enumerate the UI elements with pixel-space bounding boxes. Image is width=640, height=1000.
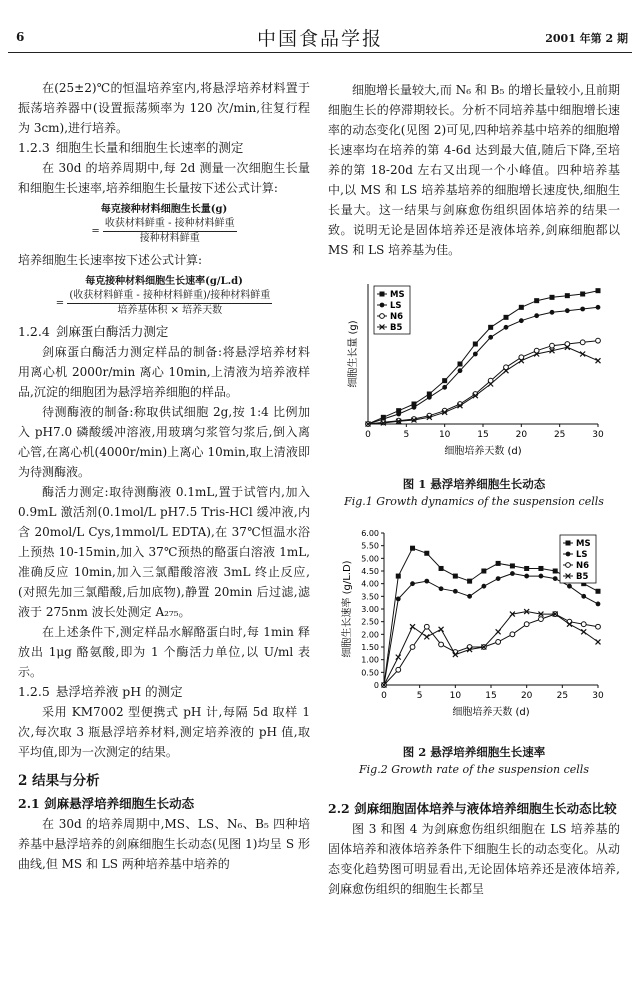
y-tick-label: 2.00 xyxy=(361,630,379,640)
figure-1-caption: 图 1 悬浮培养细胞生长动态 xyxy=(402,477,546,491)
data-point xyxy=(550,343,555,348)
data-point xyxy=(504,325,509,330)
x-tick-label: 5 xyxy=(403,430,410,440)
data-point xyxy=(565,308,570,313)
legend-label: B5 xyxy=(390,323,403,333)
data-point xyxy=(481,569,486,574)
formula-1-term: 每克接种材料细胞生长量(g) xyxy=(100,204,228,215)
paragraph: 图 3 和图 4 为剑麻愈伤组织细胞在 LS 培养基的固体培养和液体培养条件下细胞生长的动态变化。从动态变化趋势图可明显看出,无论固体培养还是液体培养,剑麻愈伤组织的细胞生长都呈 xyxy=(328,822,620,896)
data-point xyxy=(488,325,493,330)
section-2-2-heading: 2.2 剑麻细胞固体培养与液体培养细胞生长动态比较 xyxy=(328,801,617,816)
data-point xyxy=(596,602,601,607)
data-point xyxy=(412,405,417,410)
data-point xyxy=(524,574,529,579)
section-title: 细胞生长量和细胞生长速率的测定 xyxy=(55,140,244,155)
issue-label: 2001 年第 2 期 xyxy=(545,32,628,45)
data-point xyxy=(567,584,572,589)
x-tick-label: 20 xyxy=(520,691,533,701)
x-tick-label: 15 xyxy=(477,430,489,440)
data-point xyxy=(473,352,478,357)
figure-1-caption-en: Fig.1 Growth dynamics of the suspension cells xyxy=(344,495,604,508)
figure-1-chart xyxy=(328,276,620,461)
y-tick-label: 4.00 xyxy=(361,579,379,589)
data-point xyxy=(424,634,429,639)
data-point xyxy=(539,574,544,579)
data-point xyxy=(467,594,472,599)
legend-label: N6 xyxy=(390,312,404,322)
x-tick-label: 30 xyxy=(592,430,604,440)
y-tick-label: 1.00 xyxy=(361,655,379,665)
x-tick-label: 10 xyxy=(449,691,462,701)
figure-2-caption: 图 2 悬浮培养细胞生长速率 xyxy=(402,745,546,759)
paragraph: 在 30d 的培养周期中,每 2d 测量一次细胞生长量和细胞生长速率,培养细胞生长量按下述公式计算: xyxy=(18,161,310,195)
formula-2-denominator: 培养基体积 × 培养天数 xyxy=(67,303,272,318)
section-2-heading: 2 结果与分析 xyxy=(18,773,100,789)
x-tick-label: 0 xyxy=(381,691,387,701)
figure-2 xyxy=(328,525,620,779)
section-title: 剑麻蛋白酶活力测定 xyxy=(55,324,169,339)
paragraph: 在上述条件下,测定样品水解酪蛋白时,每 1min 释放出 1μg 酪氨酸,即为 1 个酶活力单位,以 U/ml 表示。 xyxy=(18,625,310,679)
data-point xyxy=(596,589,601,594)
data-point xyxy=(481,584,486,589)
data-point xyxy=(439,566,444,571)
legend-marker xyxy=(380,303,385,308)
header-rule xyxy=(8,52,632,53)
legend xyxy=(374,286,410,334)
x-axis-label: 细胞培养天数 (d) xyxy=(444,446,522,457)
data-point xyxy=(580,292,585,297)
y-tick-label: 1.50 xyxy=(361,643,379,652)
data-point xyxy=(581,622,586,627)
data-point xyxy=(442,378,447,383)
data-point xyxy=(410,546,415,551)
x-axis-label: 细胞培养天数 (d) xyxy=(452,707,530,718)
y-tick-label: 5.50 xyxy=(361,541,379,551)
data-point xyxy=(396,655,401,660)
section-title: 悬浮培养液 pH 的测定 xyxy=(55,684,183,699)
data-point xyxy=(550,310,555,315)
data-point xyxy=(496,629,501,634)
data-point xyxy=(519,318,524,323)
x-tick-label: 10 xyxy=(438,430,451,440)
series-line-b5 xyxy=(384,612,598,686)
journal-title: 中国食品学报 xyxy=(256,28,383,50)
data-point xyxy=(534,298,539,303)
data-point xyxy=(496,640,501,645)
y-tick-label: 2.50 xyxy=(361,617,379,627)
data-point xyxy=(410,624,415,629)
section-2-1-heading: 2.1 剑麻悬浮培养细胞生长动态 xyxy=(18,796,195,811)
page-number: 6 xyxy=(16,30,25,44)
section-1-2-3-heading xyxy=(18,138,310,158)
y-tick-label: 3.00 xyxy=(361,605,379,614)
data-point xyxy=(424,551,429,556)
y-tick-label: 3.50 xyxy=(361,592,379,602)
data-point xyxy=(580,340,585,345)
x-tick-label: 25 xyxy=(556,691,569,701)
x-tick-label: 30 xyxy=(592,691,604,701)
data-point xyxy=(424,579,429,584)
formula-1: = $\frac{\text{收获材料鲜重 - 接种材料鲜重}}{\text{接种材料鲜重}}$ xyxy=(91,218,235,244)
x-tick-label: 25 xyxy=(553,430,566,440)
x-tick-label: 0 xyxy=(365,430,371,440)
data-point xyxy=(467,579,472,584)
data-point xyxy=(439,586,444,591)
y-tick-label: 6.00 xyxy=(361,529,379,538)
data-point xyxy=(596,288,601,293)
data-point xyxy=(580,307,585,312)
data-point xyxy=(596,338,601,343)
data-point xyxy=(424,624,429,629)
section-1-2-4-heading xyxy=(18,322,310,342)
y-tick-label: 4.50 xyxy=(361,567,379,576)
paragraph: 待测酶液的制备:称取供试细胞 2g,按 1:4 比例加入 pH7.0 磷酸缓冲溶液,用玻璃匀浆管匀浆后,倒入离心管,在离心机(4000r/min)上离心 10min,取上清液即为待测酶液。 xyxy=(18,405,310,479)
data-point xyxy=(504,315,509,320)
figure-2-chart xyxy=(328,525,620,725)
legend-label: MS xyxy=(390,290,405,300)
data-point xyxy=(581,629,586,634)
paragraph: 在(25±2)℃的恒温培养室内,将悬浮培养材料置于振荡培养器中(设置振荡频率为 120 次/min,往复行程为 3cm),进行培养。 xyxy=(18,81,310,135)
data-point xyxy=(524,566,529,571)
data-point xyxy=(539,617,544,622)
data-point xyxy=(439,627,444,632)
y-tick-label: 0.50 xyxy=(361,668,379,678)
legend-marker xyxy=(380,314,385,319)
formula-2-numerator: (收获材料鲜重 - 接种材料鲜重)/接种材料鲜重 xyxy=(69,290,271,301)
paragraph: 培养细胞生长速率按下述公式计算: xyxy=(18,253,203,267)
data-point xyxy=(550,295,555,300)
x-tick-label: 5 xyxy=(416,691,423,701)
right-column xyxy=(328,80,620,899)
y-tick-label: 5.00 xyxy=(361,554,379,564)
data-point xyxy=(396,574,401,579)
data-point xyxy=(442,385,447,390)
legend-label: B5 xyxy=(576,572,589,582)
data-point xyxy=(510,571,515,576)
data-point xyxy=(427,395,432,400)
data-point xyxy=(596,624,601,629)
paragraph: 剑麻蛋白酶活力测定样品的制备:将悬浮培养材料用离心机 2000r/min 离心 10min,上清液为培养液样品,沉淀的细胞团为悬浮培养细胞的样品。 xyxy=(18,345,310,399)
section-1-2-5-heading xyxy=(18,682,310,702)
y-axis-label: 细胞生长量 (g) xyxy=(348,320,359,388)
data-point xyxy=(453,574,458,579)
left-column xyxy=(18,78,310,874)
data-point xyxy=(410,581,415,586)
running-header xyxy=(8,10,632,50)
data-point xyxy=(553,569,558,574)
legend-marker xyxy=(566,552,571,557)
data-point xyxy=(458,368,463,373)
legend-label: LS xyxy=(390,301,402,311)
data-point xyxy=(439,642,444,647)
data-point xyxy=(596,358,601,363)
section-number: 1.2.5 xyxy=(18,684,50,699)
formula-1-numerator: 收获材料鲜重 - 接种材料鲜重 xyxy=(104,218,235,229)
legend-marker xyxy=(566,541,571,546)
x-tick-label: 15 xyxy=(485,691,497,701)
section-number: 1.2.4 xyxy=(18,324,50,339)
data-point xyxy=(596,639,601,644)
data-point xyxy=(396,667,401,672)
legend-marker xyxy=(380,292,385,297)
data-point xyxy=(538,566,543,571)
y-tick-label: 0 xyxy=(373,681,379,690)
data-point xyxy=(453,589,458,594)
data-point xyxy=(473,342,478,347)
legend-label: N6 xyxy=(576,561,590,571)
data-point xyxy=(519,305,524,310)
data-point xyxy=(510,632,515,637)
formula-2-term: 每克接种材料细胞生长速率(g/L.d) xyxy=(85,276,243,287)
data-point xyxy=(580,352,585,357)
figure-1 xyxy=(328,276,620,511)
formula-2: = $\frac{\text{(收获材料鲜重 - 接种材料鲜重)/接种材料鲜重}}{\text{培养基体积 × 培养天数}}$ xyxy=(55,290,271,316)
y-axis-label: 细胞生长速率 (g/L.D) xyxy=(342,560,353,658)
section-number: 1.2.3 xyxy=(18,140,50,155)
data-point xyxy=(581,594,586,599)
data-point xyxy=(488,335,493,340)
data-point xyxy=(553,576,558,581)
legend xyxy=(560,535,596,583)
series-line-n6 xyxy=(368,341,598,424)
formula-1-denominator: 接种材料鲜重 xyxy=(103,231,237,246)
paragraph: 在 30d 的培养周期中,MS、LS、N₆、B₅ 四种培养基中悬浮培养的剑麻细胞生长动态(见图 1)均呈 S 形曲线,但 MS 和 LS 两种培养基中培养的 xyxy=(18,817,310,871)
paragraph: 采用 KM7002 型便携式 pH 计,每隔 5d 取样 1 次,每次取 3 瓶悬浮培养材料,测定培养液的 pH 值,取平均值,即为一次测定的结果。 xyxy=(18,705,310,759)
x-tick-label: 20 xyxy=(515,430,528,440)
data-point xyxy=(534,313,539,318)
data-point xyxy=(524,622,529,627)
legend-label: MS xyxy=(576,539,591,549)
data-point xyxy=(458,362,463,367)
data-point xyxy=(396,596,401,601)
figure-2-caption-en: Fig.2 Growth rate of the suspension cells xyxy=(359,763,589,776)
paragraph: 细胞增长量较大,而 N₆ 和 B₅ 的增长量较小,且前期细胞生长的停滞期较长。分析不同培养基中细胞增长速率的动态变化(见图 2)可见,四种培养基中培养的细胞增长速率均在培养的第 4-6d 达到最大值,随后下降,至培养的第 18-20d 左右又出现一个小峰值。四种培养基中,以 MS 和 LS 培养基培养的细胞增长速度快,细胞生长量大。这一结果与剑麻愈伤组织固体培养的结果一致。说明无论是固体培养还是液体培养,剑麻细胞都以 MS 和 LS 培养基为佳。 xyxy=(328,83,620,257)
series-line-n6 xyxy=(384,614,598,685)
paragraph: 酶活力测定:取待测酶液 0.1mL,置于试管内,加入 0.9mL 激活剂(0.1mol/L pH7.5 Tris-HCl 缓冲液,内含 20mol/L Cys,1mmol/L EDTA),在 37℃恒温水浴上预热 10-15min,加入 37℃预热的酪蛋白溶液 1mL,准确反应 10min,加入三氯醋酸溶液 3mL 终止反应,(对照先加三氯醋酸,后加底物),静置 20min 后过滤,滤液于 275nm 波长处测定 A₂₇₅。 xyxy=(18,485,310,619)
data-point xyxy=(496,576,501,581)
data-point xyxy=(596,305,601,310)
data-point xyxy=(496,561,501,566)
data-point xyxy=(410,645,415,650)
legend-label: LS xyxy=(576,550,588,560)
data-point xyxy=(396,412,401,417)
data-point xyxy=(565,293,570,298)
data-point xyxy=(510,563,515,568)
legend-marker xyxy=(566,563,571,568)
